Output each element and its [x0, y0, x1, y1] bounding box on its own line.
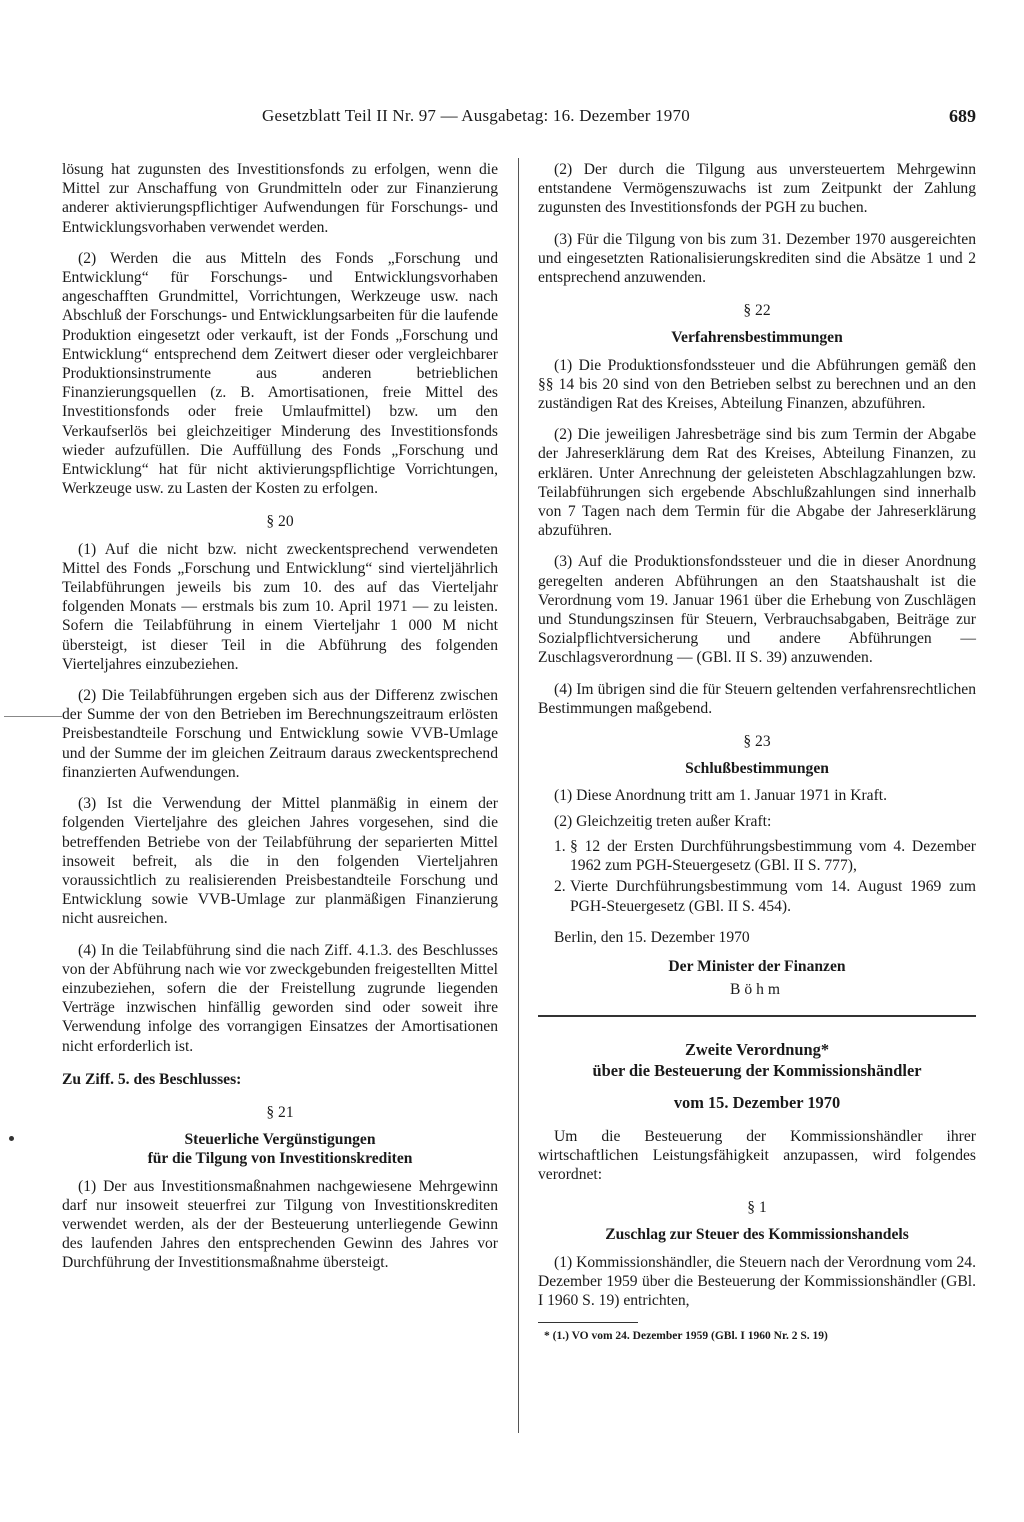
section-title: Schlußbestimmungen: [685, 760, 829, 778]
paragraph: (2) Die Teilabführungen ergeben sich aus der Differenz zwischen der Summe der von den Betrieben im Berechnungszeitraum erlösten Preisbestandteile Forschung und Entwicklung sowie VVB-Umlage und der Summe der im gleichen Zeitraum daraus zweckentsprechend finanzierten Aufwendungen.: [62, 687, 498, 781]
page-header: [62, 106, 986, 132]
decree-title-line: Zweite Verordnung*: [684, 1040, 830, 1060]
list-item-text: § 12 der Ersten Durchführungsbestimmung vom 4. Dezember 1962 zum PGH-Steuergesetz (GBl. II S. 777),: [570, 837, 976, 875]
section-title: Verfahrensbestimmungen: [671, 329, 843, 347]
margin-dot: [9, 1136, 14, 1141]
paragraph: (1) Diese Anordnung tritt am 1. Januar 1971 in Kraft.: [554, 787, 888, 805]
section-number: § 21: [266, 1103, 294, 1121]
paragraph: (4) Im übrigen sind die für Steuern geltenden verfahrensrechtlichen Bestimmungen maßgebend.: [538, 680, 976, 717]
paragraph: (2) Die jeweiligen Jahresbeträge sind bis zum Termin der Abgabe der Jahreserklärung dem Rat des Kreises, Abteilung Finanzen, zu erklären. Unter Anrechnung der geleisteten Abschlagzahlungen bzw. Teilabführungen sich ergebende Abschlußzahlungen sind innerhalb von 7 Tagen nach dem Termin für die Abgabe der Jahreserklärung abzuführen.: [538, 426, 976, 540]
decree-title-line: über die Besteuerung der Kommissionshändler: [592, 1061, 922, 1081]
right-column: [538, 160, 976, 1343]
paragraph: (3) Ist die Verwendung der Mittel planmäßig in einem der folgenden Vierteljahre des gleichen Jahres vorgesehen, sind die betreffenden Betriebe von der Teilabführung der separierten Mittel insoweit befreit, als die in den folgenden Vierteljahren voraussichtlich zu realisierenden Preisbestandteile Forschung und Entwicklung sowie VVB-Umlage zur planmäßigen Finanzierung nicht ausreichen.: [62, 795, 498, 928]
paragraph: (4) In die Teilabführung sind die nach Ziff. 4.1.3. des Beschlusses von der Abführung nach wie vor zweckgebunden freigestellten Mittel einzubeziehen, sofern die der Freistellung zugrunde liegenden Verträge inzwischen hinfällig geworden sind oder soweit ihre Verwendung infolge des vorrangigen Einsatzes der Amortisationen nicht erforderlich ist.: [62, 941, 498, 1055]
paragraph: (3) Für die Tilgung von bis zum 31. Dezember 1970 ausgereichten und eingesetzten Rationalisierungskrediten sind die Absätze 1 und 2 entsprechend anzuwenden.: [538, 230, 976, 287]
footnote-rule: [538, 1322, 638, 1323]
footnote: * (1.) VO vom 24. Dezember 1959 (GBl. I 1960 Nr. 2 S. 19): [544, 1330, 828, 1343]
paragraph: (3) Auf die Produktionsfondssteuer und die in dieser Anordnung geregelten anderen Abführungen an den Staatshaushalt ist die Verordnung vom 19. Januar 1961 über die Erhebung von Zuschlägen und Stundungszinsen für Steuern, Verbrauchsabgaben, Beiträge zur Sozialpflichtversicherung und andere Abführungen — Zuschlagsverordnung — (GBl. II S. 39) anzuwenden.: [538, 553, 976, 667]
paragraph: Um die Besteuerung der Kommissionshändler ihrer wirtschaftlichen Leistungsfähigkeit anzupassen, wird folgendes verordnet:: [538, 1127, 976, 1183]
paragraph: (1) Die Produktionsfondssteuer und die Abführungen gemäß den §§ 14 bis 20 sind von den Betrieben selbst zu berechnen und an den zuständigen Rat des Kreises, Abteilung Finanzen, abzuführen.: [538, 356, 976, 413]
section-number: § 23: [743, 733, 771, 751]
list-item-text: Vierte Durchführungsbestimmung vom 14. August 1969 zum PGH-Steuergesetz (GBl. II S. 454).: [570, 878, 976, 915]
signer-name: Böhm: [729, 981, 785, 999]
header-title: Gesetzblatt Teil II Nr. 97 — Ausgabetag: 16. Dezember 1970: [262, 106, 690, 125]
paragraph: (2) Werden die aus Mitteln des Fonds „Forschung und Entwicklung“ für Forschungs- und Entwicklungsvorhaben angeschafften Grundmittel, Vorrichtungen, Werkzeuge usw. nach Abschluß der Forschungs- und Entwicklungsarbeiten für die laufende Produktion eingesetzt oder verkauft, ist der Fonds „Forschung und Entwicklung“ entsprechend dem Zeitwert dieser oder vergleichbarer Produktionsinstrumente aus anderen betrieblichen Finanzierungsquellen (z. B. Amortisationen, freie Mittel des Investitionsfonds oder freie Umlaufmittel) bzw. um den Verkaufserlös bei gleichzeitiger Minderung des Investitionsfonds wieder aufzufüllen. Die Auffüllung des Fonds „Forschung und Entwicklung“ hat für nicht aktivierungspflichtige Vorrichtungen, Werkzeuge usw. zu Lasten der Kosten zu erfolgen.: [62, 249, 498, 498]
section-separator: [538, 1015, 976, 1017]
list-item-number: 1.: [554, 837, 566, 855]
paragraph: (1) Kommissionshändler, die Steuern nach der Verordnung vom 24. Dezember 1959 über die Besteuerung der Kommissionshändler (GBl. I 1960 S. 19) entrichten,: [538, 1253, 976, 1309]
decree-date: vom 15. Dezember 1970: [673, 1093, 841, 1113]
paragraph: (2) Gleichzeitig treten außer Kraft:: [554, 812, 772, 830]
section-number: § 1: [747, 1199, 767, 1217]
signer-title: Der Minister der Finanzen: [668, 957, 846, 975]
section-number: § 22: [743, 302, 771, 320]
section-title-line: für die Tilgung von Investitionskrediten: [147, 1150, 413, 1168]
decree-title: [538, 1039, 976, 1081]
list-item: [538, 877, 976, 915]
section-title: [62, 1149, 498, 1168]
place-date: Berlin, den 15. Dezember 1970: [554, 928, 750, 946]
section-title-line: Steuerliche Vergünstigungen: [184, 1131, 376, 1149]
subheading: Zu Ziff. 5. des Beschlusses:: [62, 1070, 242, 1088]
paragraph: lösung hat zugunsten des Investitionsfonds zu erfolgen, wenn die Mittel zur Anschaffung von Grundmitteln oder zur Finanzierung anderer aktivierungspflichtiger Aufwendungen für Forschungs- und Entwicklungsvorhaben verwendet werden.: [62, 161, 498, 236]
repeal-list: [538, 837, 976, 916]
section-title: Zuschlag zur Steuer des Kommissionshandels: [605, 1226, 909, 1244]
page-number: 689: [949, 106, 976, 126]
list-item-number: 2.: [554, 878, 566, 896]
paragraph: (2) Der durch die Tilgung aus unversteuertem Mehrgewinn entstandene Vermögenszuwachs ist zum Zeitpunkt der Zahlung zugunsten des Investitionsfonds der PGH zu buchen.: [538, 161, 976, 217]
section-title: [62, 1130, 498, 1149]
left-column: [62, 160, 498, 1285]
list-item: [538, 837, 976, 875]
paragraph: (1) Auf die nicht bzw. nicht zweckentsprechend verwendeten Mittel des Fonds „Forschung und Entwicklung“ sind vierteljährlich Teilabführungen jeweils bis zum 10. des auf das Vierteljahr folgenden Monats — erstmals bis zum 10. April 1971 — zu leisten. Sofern die Teilabführung in einem Vierteljahr 1 000 M nicht übersteigt, ist dieser Teil in die Abführung des folgenden Vierteljahres einzubeziehen.: [62, 540, 498, 673]
margin-rule: [4, 716, 62, 717]
column-divider: [518, 158, 519, 1433]
section-number: § 20: [266, 513, 294, 531]
paragraph: (1) Der aus Investitionsmaßnahmen nachgewiesene Mehrgewinn darf nur insoweit steuerfrei zur Tilgung von Investitionskrediten verwendet werden, als der der Besteuerung unterliegende Gewinn des laufenden Jahres den entsprechenden Gewinn des Jahres vor Durchführung der Investitionsmaßnahme übersteigt.: [62, 1177, 498, 1272]
